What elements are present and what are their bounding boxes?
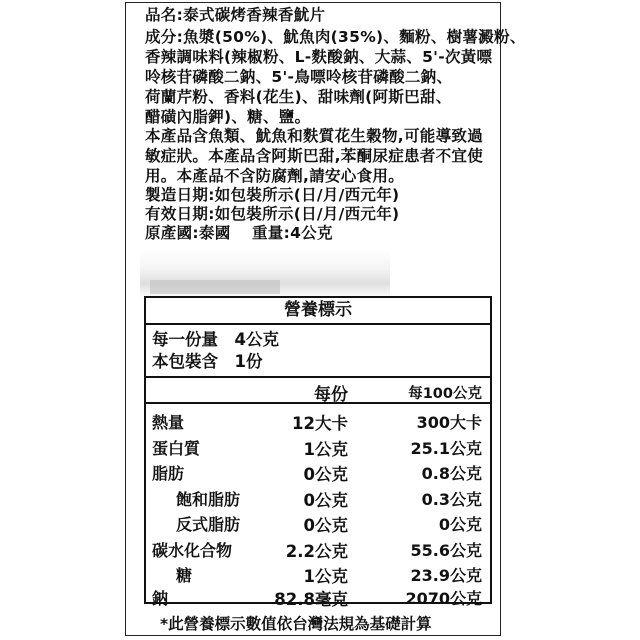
nutrient-name: 糖 xyxy=(176,566,193,585)
col-per-100g: 每100公克 xyxy=(408,386,482,402)
per-100g-value: 300大卡 xyxy=(416,413,482,432)
manufacture-date: 製造日期:如包裝所示(日/月/西元年) xyxy=(145,186,400,204)
footnote: *此營養標示數值依台灣法規為基礎計算 xyxy=(160,615,432,633)
per-100g-value: 0.3公克 xyxy=(421,490,482,509)
per-serving-value: 12大卡 xyxy=(292,414,348,433)
per-100g-value: 55.6公克 xyxy=(410,541,482,560)
nutrition-table xyxy=(144,296,492,609)
nutrient-name: 碳水化合物 xyxy=(152,541,233,560)
nutrient-name: 脂肪 xyxy=(152,464,185,483)
warning-line-1: 本產品含魚類、魷魚和麩質花生穀物,可能導致過 xyxy=(145,127,483,145)
per-100g-value: 0公克 xyxy=(438,515,482,534)
per-serving-value: 1公克 xyxy=(303,440,348,459)
divider xyxy=(146,376,490,378)
per-serving-value: 1公克 xyxy=(303,567,348,586)
nutrient-name: 反式脂肪 xyxy=(176,515,241,534)
ingredients-line-3: 呤核苷磷酸二鈉、5'-鳥嘌呤核苷磷酸二鈉、 xyxy=(145,68,453,86)
warning-line-2: 敏症狀。本產品含阿斯巴甜,苯酮尿症患者不宜使 xyxy=(145,147,483,165)
per-serving-value: 0公克 xyxy=(303,465,348,484)
servings-per-pack: 本包裝含 1份 xyxy=(152,352,263,371)
nutrient-name: 飽和脂肪 xyxy=(176,490,241,509)
ingredients-line-4: 荷蘭芹粉、香料(花生)、甜味劑(阿斯巴甜、 xyxy=(145,88,452,106)
serving-size: 每一份量 4公克 xyxy=(152,330,279,349)
product-name: 品名:泰式碳烤香辣香魷片 xyxy=(145,6,326,24)
divider xyxy=(146,402,490,404)
origin-weight: 原產國:泰國 重量:4公克 xyxy=(145,224,333,242)
nutrient-name: 鈉 xyxy=(152,589,169,608)
per-100g-value: 23.9公克 xyxy=(410,566,482,585)
smudged-text-remnant xyxy=(150,280,280,294)
ingredients-line-2: 香辣調味料(辣椒粉、L-麩酸鈉、大蒜、5'-次黃嘌 xyxy=(145,48,493,66)
per-100g-value: 25.1公克 xyxy=(410,439,482,458)
ingredients-line-5: 醋磺內脂鉀)、糖、鹽。 xyxy=(145,108,311,126)
per-serving-value: 82.8毫克 xyxy=(274,590,348,609)
per-serving-value: 0公克 xyxy=(303,491,348,510)
nutrient-name: 蛋白質 xyxy=(152,439,201,458)
per-100g-value: 0.8公克 xyxy=(421,464,482,483)
warning-line-3: 用。本產品不含防腐劑,請安心食用。 xyxy=(145,167,404,185)
per-100g-value: 2070公克 xyxy=(405,589,482,608)
per-serving-value: 0公克 xyxy=(303,516,348,535)
col-per-serving: 每份 xyxy=(314,385,348,405)
nutrition-title: 營養標示 xyxy=(146,298,490,325)
expiry-date: 有效日期:如包裝所示(日/月/西元年) xyxy=(145,205,400,223)
nutrient-name: 熱量 xyxy=(152,413,185,432)
ingredients-line-1: 成分:魚漿(50%)、魷魚肉(35%)、麵粉、樹薯澱粉、 xyxy=(145,28,526,46)
per-serving-value: 2.2公克 xyxy=(285,542,348,561)
